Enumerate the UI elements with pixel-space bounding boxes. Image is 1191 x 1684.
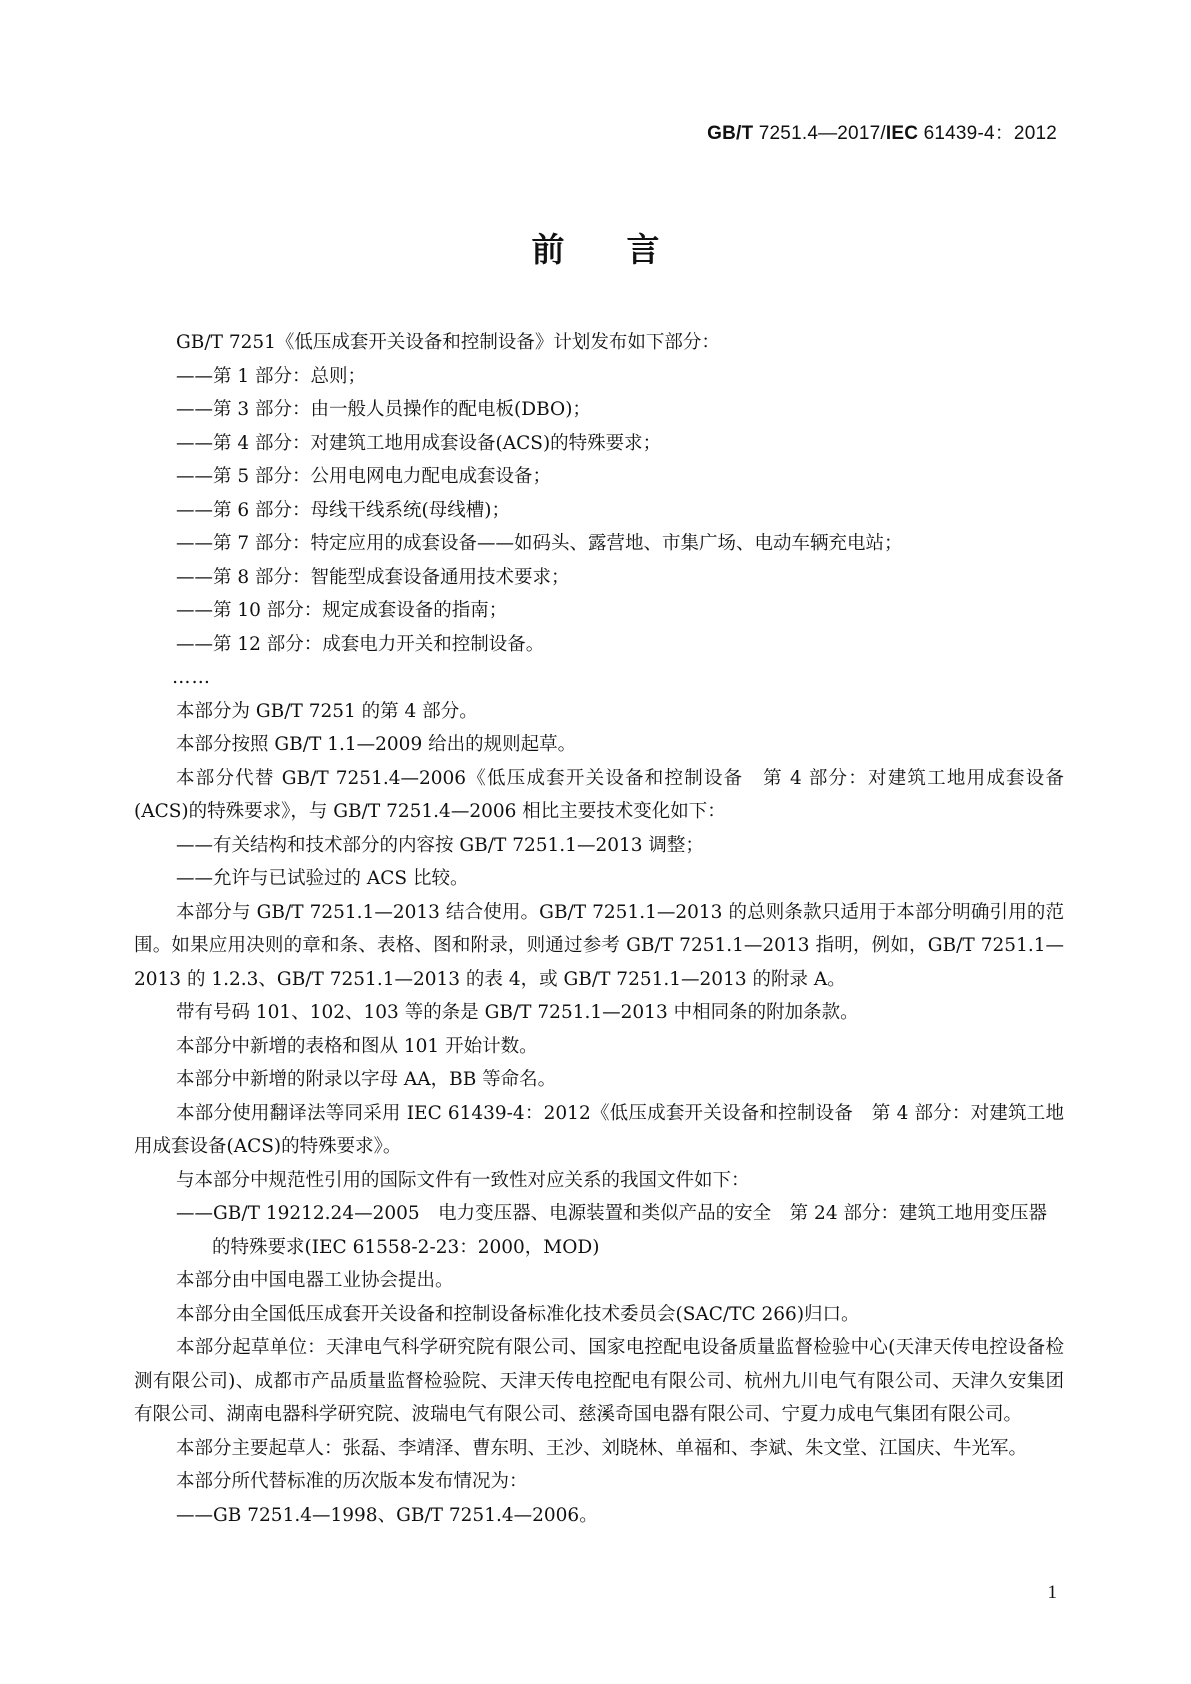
list-item: ——第 5 部分：公用电网电力配电成套设备；	[176, 466, 552, 487]
paragraph: 本部分由中国电器工业协会提出。	[176, 1270, 454, 1291]
page-title: 前言	[531, 230, 722, 269]
list-item: ——第 10 部分：规定成套设备的指南；	[176, 600, 508, 621]
header-iec-bold: IEC	[885, 123, 919, 144]
header-code-rest: 7251.4—2017/	[753, 123, 886, 144]
list-item: ——第 7 部分：特定应用的成套设备——如码头、露营地、市集广场、电动车辆充电站；	[176, 533, 903, 554]
list-item: ——第 1 部分：总则；	[176, 365, 367, 387]
list-item: ——第 4 部分：对建筑工地用成套设备(ACS)的特殊要求；	[176, 432, 662, 454]
paragraph: 本部分使用翻译法等同采用 IEC 61439-4：2012《低压成套开关设备和控制设备 第 4 部分：对建筑工地用成套设备(ACS)的特殊要求》。	[134, 1102, 1064, 1157]
standard-code-header	[707, 118, 1057, 145]
header-iec-rest: 61439-4：2012	[918, 123, 1057, 144]
paragraph: 本部分主要起草人：张磊、李靖泽、曹东明、王沙、刘晓林、单福和、李斌、朱文堂、江国庆、牛光军。	[176, 1437, 1028, 1459]
paragraph: 本部分中新增的附录以字母 AA，BB 等命名。	[176, 1069, 557, 1090]
list-item: ——第 12 部分：成套电力开关和控制设备。	[176, 633, 545, 655]
paragraph: GB/T 7251《低压成套开关设备和控制设备》计划发布如下部分：	[176, 332, 720, 353]
list-item: ——有关结构和技术部分的内容按 GB/T 7251.1—2013 调整；	[176, 834, 704, 856]
paragraph: 本部分所代替标准的历次版本发布情况为：	[176, 1471, 528, 1492]
page-number: 1	[1047, 1582, 1057, 1603]
paragraph: 本部分中新增的表格和图从 101 开始计数。	[176, 1035, 538, 1057]
list-item: ——第 8 部分：智能型成套设备通用技术要求；	[176, 566, 570, 588]
paragraph: 本部分起草单位：天津电气科学研究院有限公司、国家电控配电设备质量监督检验中心(天津天传电控设备检测有限公司)、成都市产品质量监督检验院、天津天传电控配电有限公司、杭州九川电气有限公司、天津久安集团有限公司、湖南电器科学研究院、波瑞电气有限公司、慈溪奇国电器有限公司、宁夏力成电气集团有限公司。	[134, 1337, 1064, 1425]
paragraph: 本部分按照 GB/T 1.1—2009 给出的规则起草。	[176, 734, 577, 755]
list-item: ——允许与已试验过的 ACS 比较。	[176, 868, 469, 889]
paragraph: 本部分为 GB/T 7251 的第 4 部分。	[176, 700, 478, 722]
paragraph: 本部分由全国低压成套开关设备和控制设备标准化技术委员会(SAC/TC 266)归口。	[176, 1303, 860, 1325]
paragraph: 本部分与 GB/T 7251.1—2013 结合使用。GB/T 7251.1—2013 的总则条款只适用于本部分明确引用的范围。如果应用决则的章和条、表格、图和附录，则通过参考 GB/T 7251.1—2013 指明，例如，GB/T 7251.1—2013 的 1.2.3、GB/T 7251.1—2013 的表 4，或 GB/T 7251.1—2013 的附录 A。	[134, 901, 1064, 990]
list-item: ——第 3 部分：由一般人员操作的配电板(DBO)；	[176, 399, 591, 420]
header-code-bold: GB/T	[707, 123, 754, 144]
list-item: ——第 6 部分：母线干线系统(母线槽)；	[176, 499, 510, 521]
list-item: ——GB/T 19212.24—2005 电力变压器、电源装置和类似产品的安全 第 24 部分：建筑工地用变压器的特殊要求(IEC 61558-2-23：2000，MOD)	[176, 1203, 1047, 1258]
list-item: ——GB 7251.4—1998、GB/T 7251.4—2006。	[176, 1504, 598, 1526]
paragraph: 本部分代替 GB/T 7251.4—2006《低压成套开关设备和控制设备 第 4 部分：对建筑工地用成套设备(ACS)的特殊要求》，与 GB/T 7251.4—2006 相比主要技术变化如下：	[134, 767, 1064, 822]
paragraph: 带有号码 101、102、103 等的条是 GB/T 7251.1—2013 中相同条的附加条款。	[176, 1002, 859, 1023]
foreword-body	[134, 326, 1064, 1532]
list-ellipsis: ……	[172, 667, 211, 688]
paragraph: 与本部分中规范性引用的国际文件有一致性对应关系的我国文件如下：	[176, 1169, 750, 1191]
